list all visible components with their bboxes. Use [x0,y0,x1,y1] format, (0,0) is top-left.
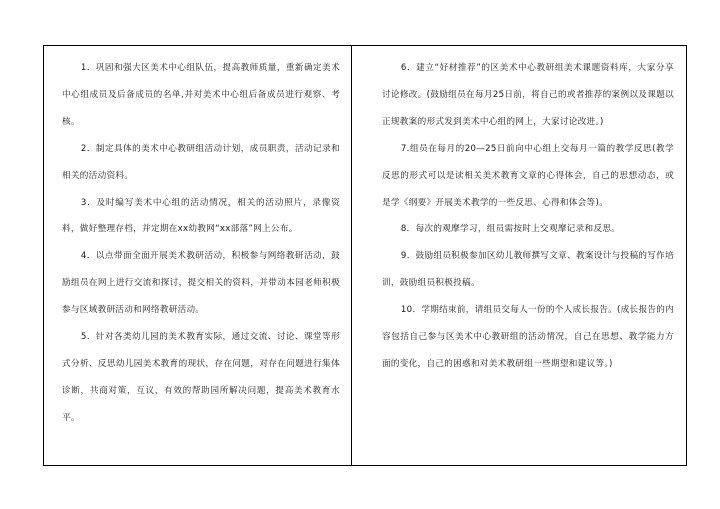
list-item: 7.组员在每月的20—25日前向中心组上交每月一篇的教学反思(教学反思的形式可以是读相关美术教育文章的心得体会，自己的思想动态，或是学《纲要》开展美术教学的一些反思、心得和体会等)。 [382,143,674,208]
left-column [62,55,340,432]
list-item: 2．制定具体的美术中心教研组活动计划，成员职责，活动记录和相关的活动资料。 [62,143,340,181]
list-item: 9．鼓励组员积极参加区幼儿教师撰写文章、教案设计与投稿的写作培训，鼓励组员积极投稿。 [382,251,674,289]
column-divider [351,45,352,466]
list-item: 5．针对各类幼儿园的美术教育实际，通过交流、讨论、课堂等形式分析、反思幼儿园美术教育的现状，存在问题，对存在问题进行集体诊断，共商对策，互议，有效的帮助园所解决问题，提高美术教育水平。 [62,332,340,423]
list-item: 1．巩固和强大区美术中心组队伍，提高教师质量，重新确定美术中心组成员及后备成员的名单,并对美术中心组后备成员进行观察、考核。 [62,63,340,127]
list-item: 3．及时编写美术中心组的活动情况，相关的活动照片，录像资料，做好整理存档，并定期在xx幼教网“xx部落”网上公布。 [62,197,340,235]
list-item: 4．以点带面全面开展美术教研活动，积极参与网络教研活动，鼓励组员在网上进行交流和探讨，提交相关的资料，并带动本园老师积极参与区域教研活动和网络教研活动。 [62,251,340,316]
list-item: 8．每次的观摩学习，组员需按时上交观摩记录和反思。 [400,224,621,235]
list-item: 6．建立“好材推荐”的区美术中心教研组美术课题资料库，大家分享讨论修改。(鼓励组员在每月25日前，将自己的或者推荐的案例以及课题以正规教案的形式发到美术中心组的网上，大家讨论改进。) [382,63,674,127]
list-item: 10．学期结束前，请组员交每人一份的个人成长报告。(成长报告的内容包括自己参与区美术中心教研组的活动情况，自己在思想、教学能力方面的变化，自己的困惑和对美术教研组一些期望和建议等。) [382,305,675,369]
right-column [382,55,674,378]
